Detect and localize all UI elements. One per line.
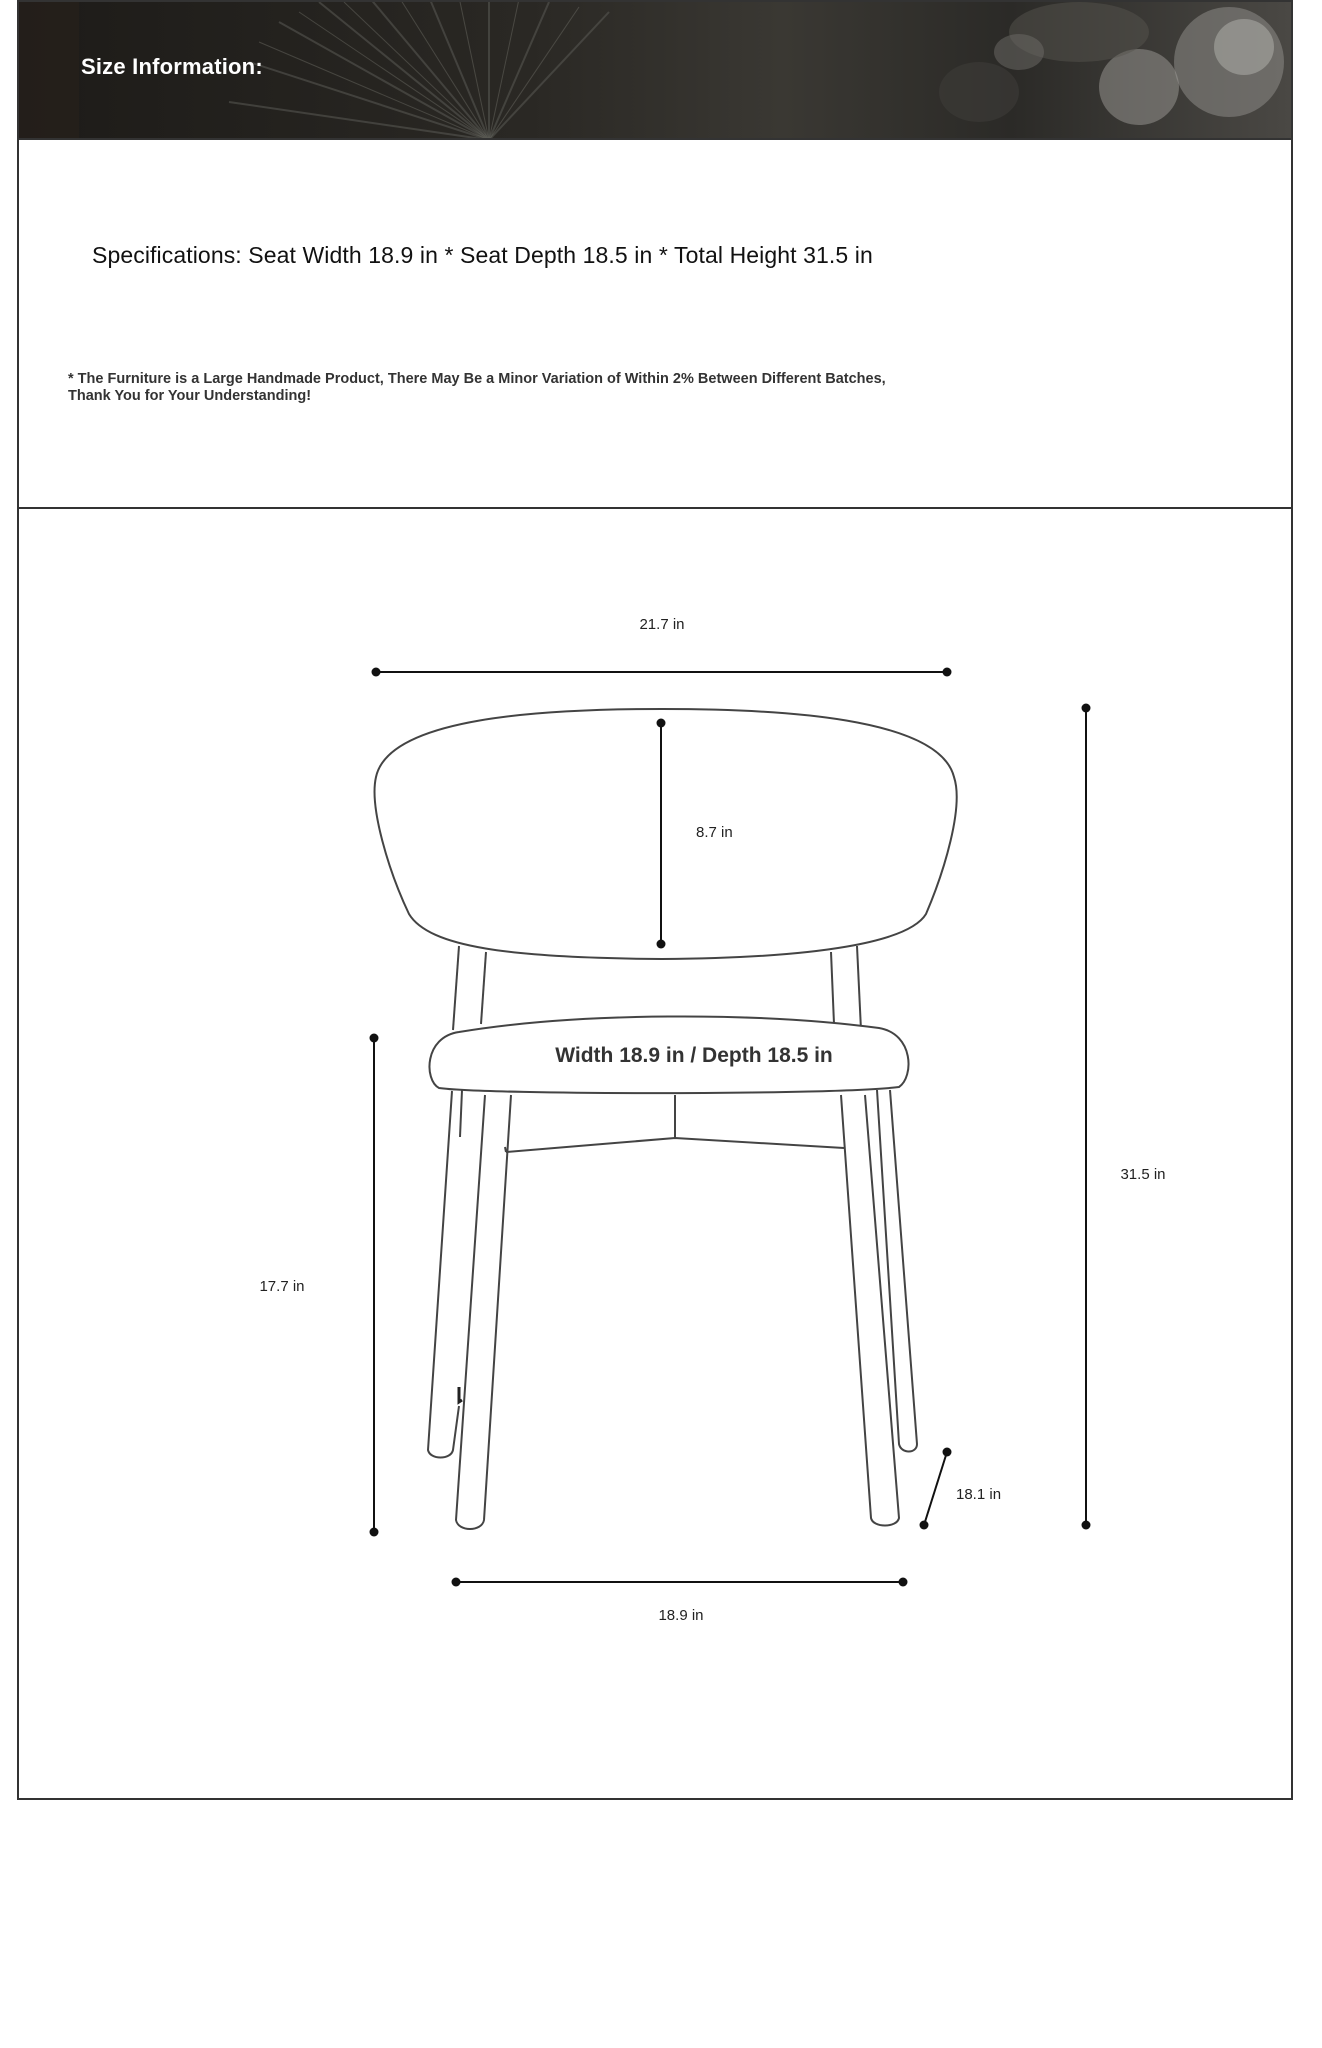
handmade-variation-note: * The Furniture is a Large Handmade Product, There May Be a Minor Variation of Within 2% Between Different Batches, Thank You for Your Understanding! bbox=[68, 371, 886, 404]
leg-detail bbox=[459, 1387, 462, 1402]
seat-dimension-label: Width 18.9 in / Depth 18.5 in bbox=[555, 1044, 833, 1067]
backrest-height-label: 8.7 in bbox=[696, 824, 733, 841]
chair-backrest bbox=[375, 709, 957, 959]
overall-width-label: 21.7 in bbox=[639, 616, 685, 633]
total-height-dimension bbox=[1082, 704, 1166, 1530]
product-info-frame bbox=[17, 0, 1293, 1800]
base-width-dimension bbox=[452, 1578, 908, 1625]
leg-depth-label: 18.1 in bbox=[956, 1486, 1002, 1503]
seat-height-dimension bbox=[259, 1034, 378, 1537]
section-title: Size Information: bbox=[81, 54, 263, 79]
base-width-label: 18.9 in bbox=[658, 1607, 704, 1624]
front-legs bbox=[456, 1095, 899, 1529]
overall-width-dimension bbox=[372, 616, 952, 677]
seat-height-label: 17.7 in bbox=[259, 1278, 305, 1295]
backrest-height-dimension bbox=[657, 719, 733, 949]
chair-dimension-diagram bbox=[19, 2, 1291, 1798]
leg-depth-dimension bbox=[920, 1448, 1002, 1530]
total-height-label: 31.5 in bbox=[1120, 1166, 1166, 1183]
chair-stretcher bbox=[505, 1095, 844, 1152]
specifications-text: Specifications: Seat Width 18.9 in * Seat Depth 18.5 in * Total Height 31.5 in bbox=[92, 242, 873, 268]
